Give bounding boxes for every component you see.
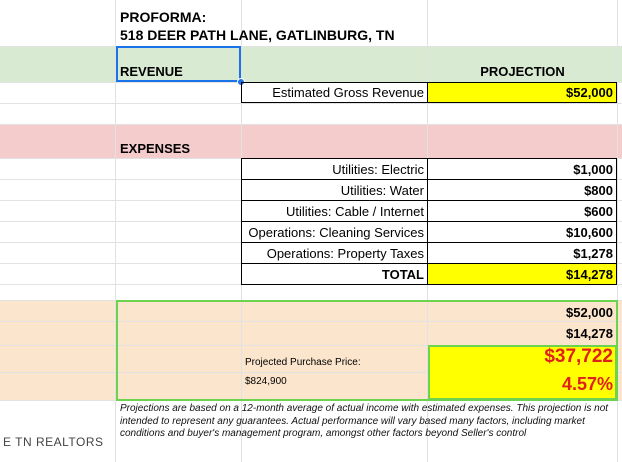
expense-electric-value: $1,000 bbox=[573, 162, 613, 177]
row-divider bbox=[0, 103, 622, 104]
expense-cable-label: Utilities: Cable / Internet bbox=[285, 204, 424, 219]
expense-cleaning-label: Operations: Cleaning Services bbox=[248, 225, 424, 240]
revenue-label: REVENUE bbox=[120, 64, 183, 79]
expense-label-cell[interactable] bbox=[241, 158, 428, 180]
expense-taxes-value: $1,278 bbox=[573, 246, 613, 261]
net-income-value: $37,722 bbox=[544, 346, 613, 367]
total-value: $14,278 bbox=[566, 267, 613, 282]
expense-value-cell[interactable] bbox=[427, 158, 617, 180]
gross-revenue-label-cell[interactable] bbox=[241, 82, 428, 103]
summary-revenue-value: $52,000 bbox=[566, 305, 613, 320]
gross-revenue-label: Estimated Gross Revenue bbox=[272, 85, 424, 100]
total-value-cell[interactable] bbox=[427, 263, 617, 285]
expense-water-label: Utilities: Water bbox=[340, 183, 424, 198]
purchase-price-label: Projected Purchase Price: bbox=[245, 357, 361, 368]
proforma-title: PROFORMA: bbox=[120, 9, 207, 25]
purchase-price-value: $824,900 bbox=[245, 376, 287, 387]
expense-electric-label: Utilities: Electric bbox=[332, 162, 424, 177]
property-address: 518 DEER PATH LANE, GATLINBURG, TN bbox=[120, 27, 395, 43]
expense-water-value: $800 bbox=[584, 183, 613, 198]
expense-value-cell[interactable] bbox=[427, 221, 617, 243]
expense-value-cell[interactable] bbox=[427, 200, 617, 222]
total-label-cell[interactable] bbox=[241, 263, 428, 285]
expense-label-cell[interactable] bbox=[241, 221, 428, 243]
gross-revenue-value: $52,000 bbox=[566, 85, 613, 100]
realtors-logo: E TN REALTORS bbox=[3, 435, 104, 449]
expense-label-cell[interactable] bbox=[241, 242, 428, 264]
expense-value-cell[interactable] bbox=[427, 242, 617, 264]
expense-label-cell[interactable] bbox=[241, 200, 428, 222]
expense-value-cell[interactable] bbox=[427, 179, 617, 201]
expense-cleaning-value: $10,600 bbox=[566, 225, 613, 240]
expenses-label: EXPENSES bbox=[120, 141, 191, 156]
disclaimer-text: Projections are based on a 12-month average of actual income with estimated expenses. This projection is not intended to represent any guarantees. Actual performance will vary based many factors, including market conditions and buyer's management program, amongst other factors beyond Seller's control bbox=[120, 403, 609, 439]
row-divider bbox=[0, 124, 622, 125]
return-percent-value: 4.57% bbox=[561, 374, 613, 394]
expense-cable-value: $600 bbox=[584, 204, 613, 219]
expense-taxes-label: Operations: Property Taxes bbox=[266, 246, 424, 261]
summary-expenses-value: $14,278 bbox=[566, 326, 613, 341]
gross-revenue-value-cell[interactable] bbox=[427, 82, 617, 103]
total-label: TOTAL bbox=[381, 267, 424, 282]
row-divider bbox=[0, 46, 622, 47]
projection-header: PROJECTION bbox=[480, 64, 565, 79]
expense-label-cell[interactable] bbox=[241, 179, 428, 201]
expenses-band bbox=[0, 124, 622, 158]
